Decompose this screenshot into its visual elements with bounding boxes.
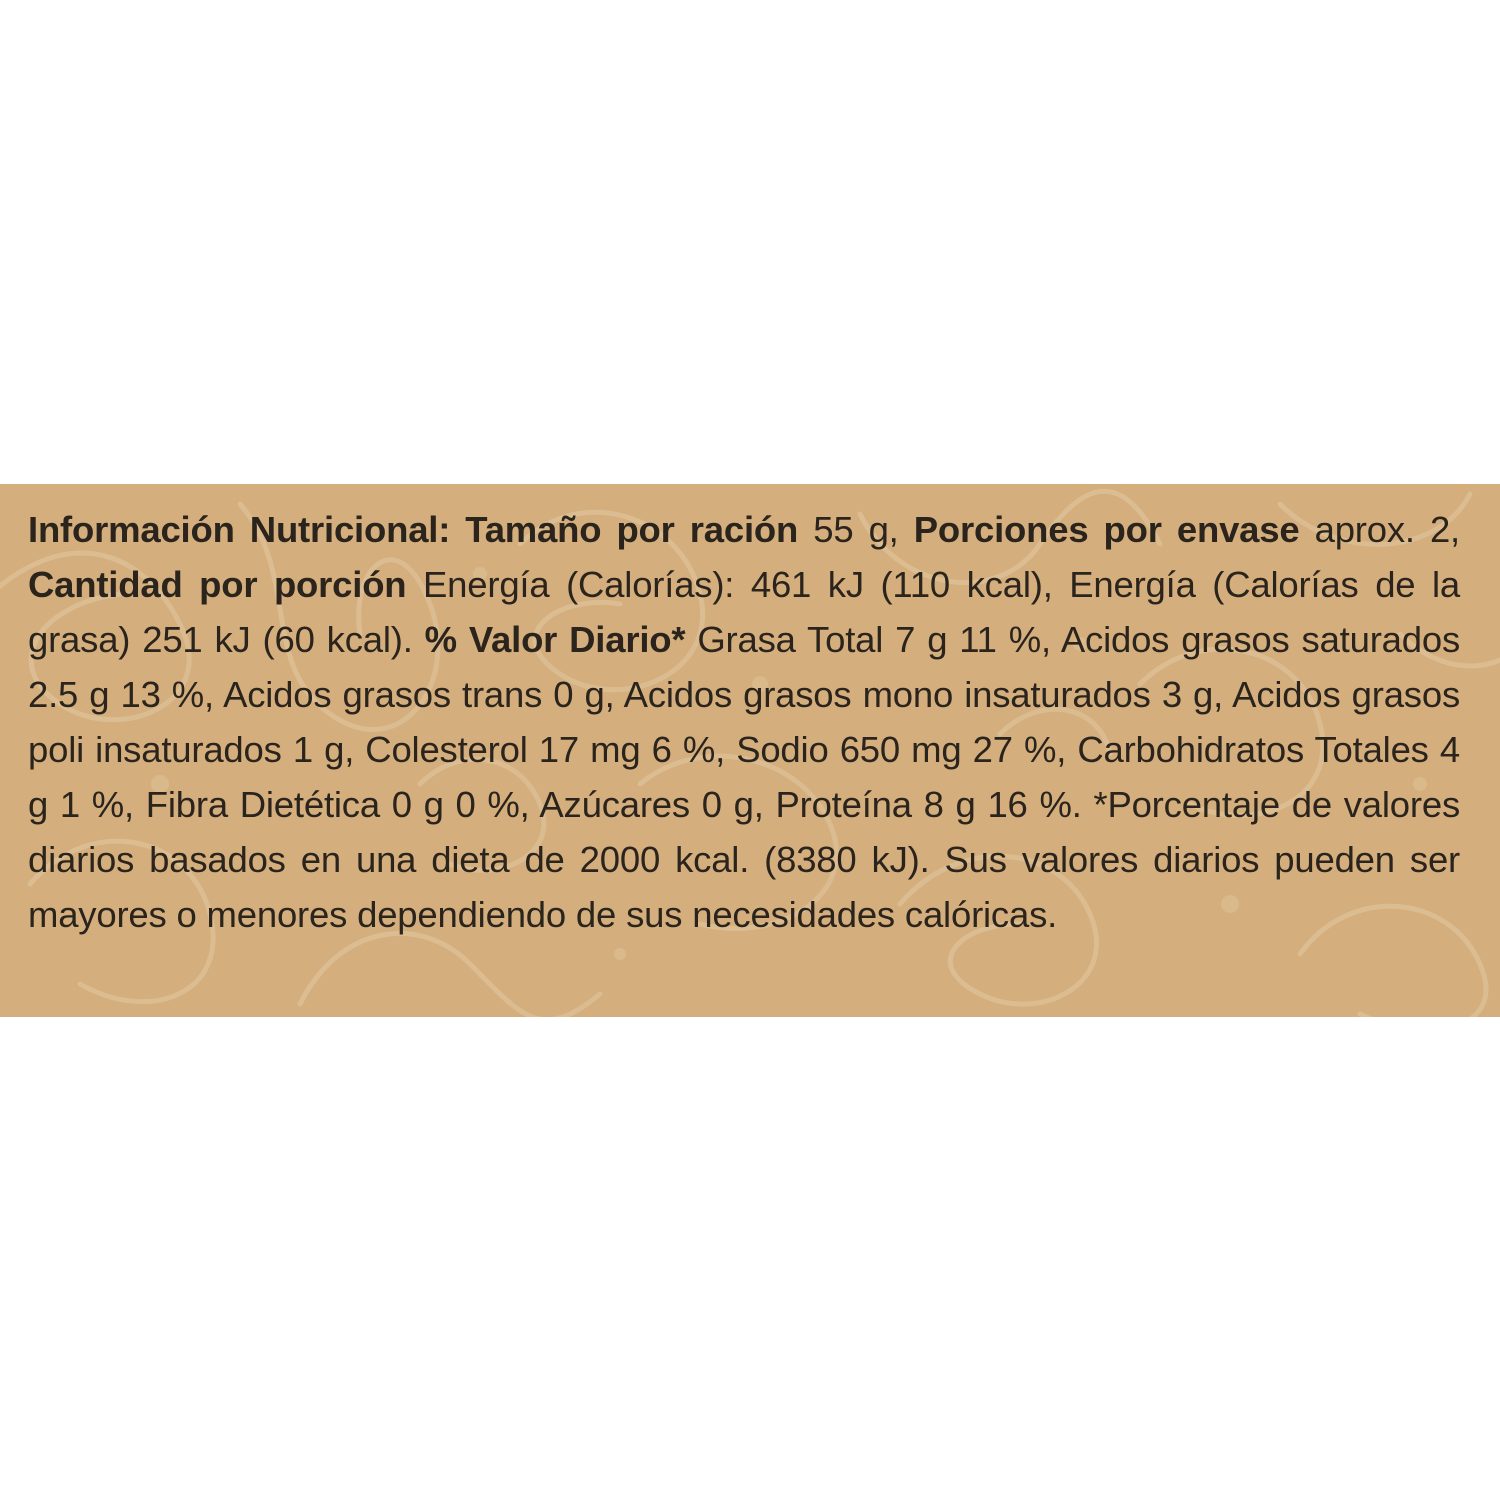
- serving-size-heading: Información Nutricional: Tamaño por ración: [28, 509, 799, 550]
- servings-per-container-heading: Porciones por envase: [913, 509, 1300, 550]
- daily-value-heading: % Valor Diario*: [424, 619, 686, 660]
- energy-values: Energía (Calorías): 461 kJ (110 kcal), Energía (Calorías de la grasa) 251 kJ (60 kcal).: [28, 564, 1461, 660]
- amount-per-serving-heading: Cantidad por porción: [28, 564, 407, 605]
- nutrition-information-text: [28, 502, 1460, 942]
- serving-size-value: 55 g,: [798, 509, 914, 550]
- nutrient-values: Grasa Total 7 g 11 %, Acidos grasos saturados 2.5 g 13 %, Acidos grasos trans 0 g, Acidos grasos mono insaturados 3 g, Acidos grasos poli insaturados 1 g, Colesterol 17 mg 6 %, Sodio 650 mg 27 %, Carbohidratos Totales 4 g 1 %, Fibra Dietética 0 g 0 %, Azúcares 0 g, Proteína 8 g 16 %. *Porcentaje de valores diarios basados en una dieta de 2000 kcal. (8380 kJ). Sus valores diarios pueden ser mayores o menores dependiendo de sus necesidades calóricas.: [28, 619, 1461, 935]
- servings-per-container-value: aprox. 2,: [1299, 509, 1461, 550]
